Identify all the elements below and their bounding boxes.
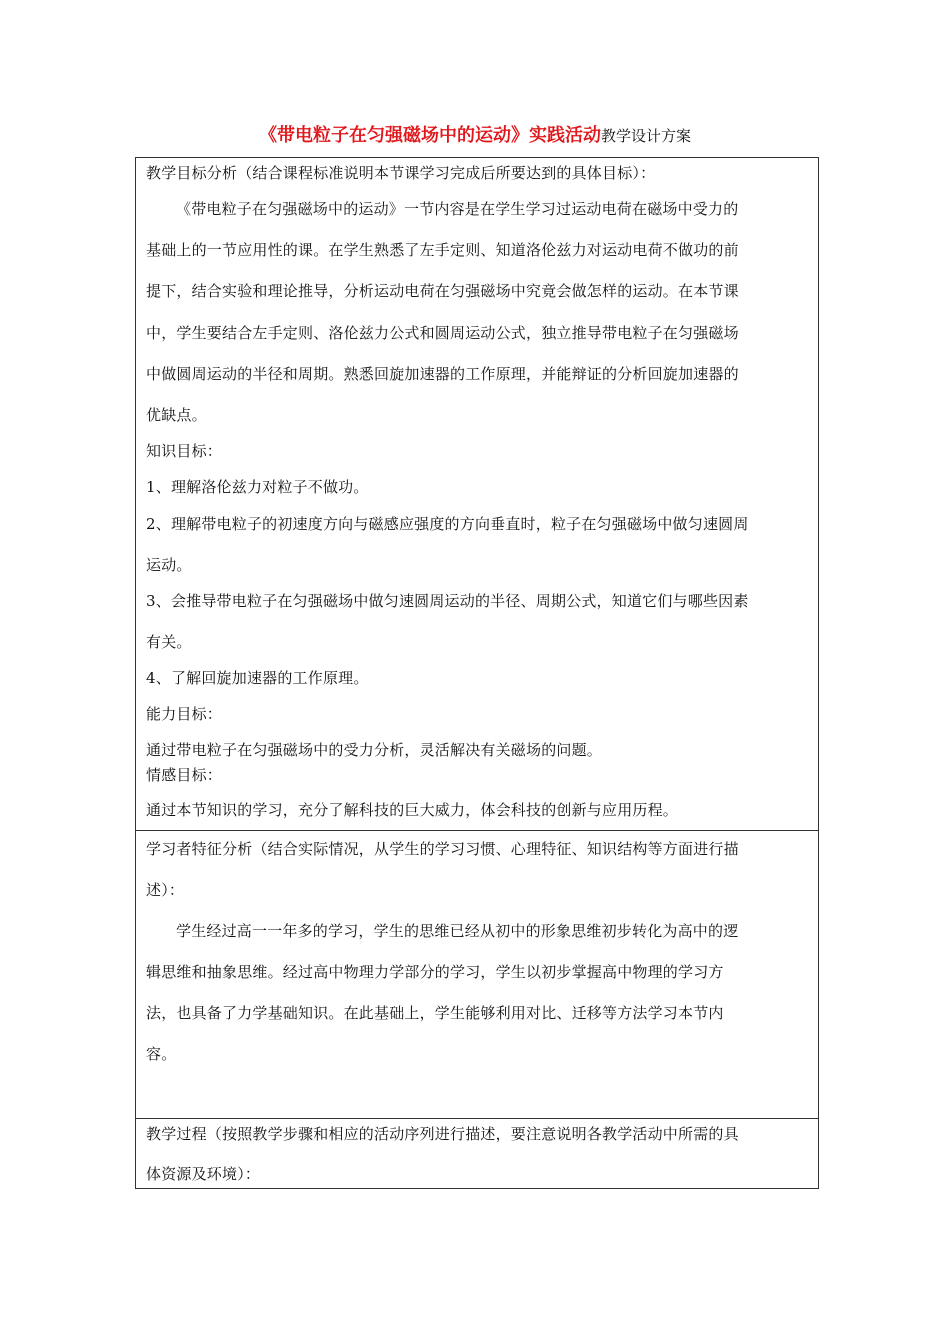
knowledge-objectives-label: 知识目标： — [146, 442, 223, 460]
objectives-paragraph-line: 优缺点。 — [146, 406, 207, 424]
teaching-objectives-cell — [136, 158, 818, 831]
knowledge-item-3: 3、会推导带电粒子在匀强磁场中做匀速圆周运动的半径、周期公式，知道它们与哪些因素 — [146, 592, 749, 610]
emotion-objectives-text: 通过本节知识的学习，充分了解科技的巨大威力，体会科技的创新与应用历程。 — [146, 801, 679, 819]
learner-paragraph-line: 辑思维和抽象思维。经过高中物理力学部分的学习，学生以初步掌握高中物理的学习方 — [146, 963, 724, 981]
learner-analysis-cell — [136, 831, 818, 1119]
knowledge-item-1: 1、理解洛伦兹力对粒子不做功。 — [146, 478, 369, 496]
knowledge-item-3-cont: 有关。 — [146, 633, 192, 651]
page-title — [0, 122, 950, 150]
ability-objectives-text: 通过带电粒子在匀强磁场中的受力分析，灵活解决有关磁场的问题。 — [146, 741, 603, 759]
ability-objectives-label: 能力目标： — [146, 705, 223, 723]
knowledge-item-2-cont: 运动。 — [146, 556, 192, 574]
page-title-main: 《带电粒子在匀强磁场中的运动》实践活动 — [258, 125, 601, 146]
objectives-heading: 教学目标分析（结合课程标准说明本节课学习完成后所要达到的具体目标）： — [146, 164, 656, 182]
learner-paragraph-line: 学生经过高一一年多的学习，学生的思维已经从初中的形象思维初步转化为高中的逻 — [176, 922, 739, 940]
objectives-paragraph-line: 中做圆周运动的半径和周期。熟悉回旋加速器的工作原理，并能辩证的分析回旋加速器的 — [146, 365, 739, 383]
learner-paragraph-line: 法，也具备了力学基础知识。在此基础上，学生能够利用对比、迁移等方法学习本节内 — [146, 1004, 724, 1022]
process-heading-cont: 体资源及环境）： — [146, 1165, 261, 1183]
objectives-paragraph-line: 基础上的一节应用性的课。在学生熟悉了左手定则、知道洛伦兹力对运动电荷不做功的前 — [146, 241, 739, 259]
knowledge-item-4: 4、了解回旋加速器的工作原理。 — [146, 669, 369, 687]
learner-heading-cont: 述）： — [146, 881, 185, 899]
knowledge-item-2: 2、理解带电粒子的初速度方向与磁感应强度的方向垂直时，粒子在匀强磁场中做匀速圆周 — [146, 515, 749, 533]
learner-paragraph-line: 容。 — [146, 1045, 177, 1063]
emotion-objectives-label: 情感目标： — [146, 766, 223, 784]
objectives-paragraph-line: 中，学生要结合左手定则、洛伦兹力公式和圆周运动公式，独立推导带电粒子在匀强磁场 — [146, 324, 739, 342]
page-title-sub: 教学设计方案 — [600, 127, 691, 145]
objectives-paragraph-line: 提下，结合实验和理论推导，分析运动电荷在匀强磁场中究竟会做怎样的运动。在本节课 — [146, 282, 739, 300]
design-table — [135, 157, 819, 1189]
objectives-paragraph-line: 《带电粒子在匀强磁场中的运动》一节内容是在学生学习过运动电荷在磁场中受力的 — [176, 200, 739, 218]
teaching-process-cell — [136, 1119, 818, 1190]
process-heading: 教学过程（按照教学步骤和相应的活动序列进行描述，要注意说明各教学活动中所需的具 — [146, 1125, 739, 1143]
learner-heading: 学习者特征分析（结合实际情况，从学生的学习习惯、心理特征、知识结构等方面进行描 — [146, 840, 739, 858]
